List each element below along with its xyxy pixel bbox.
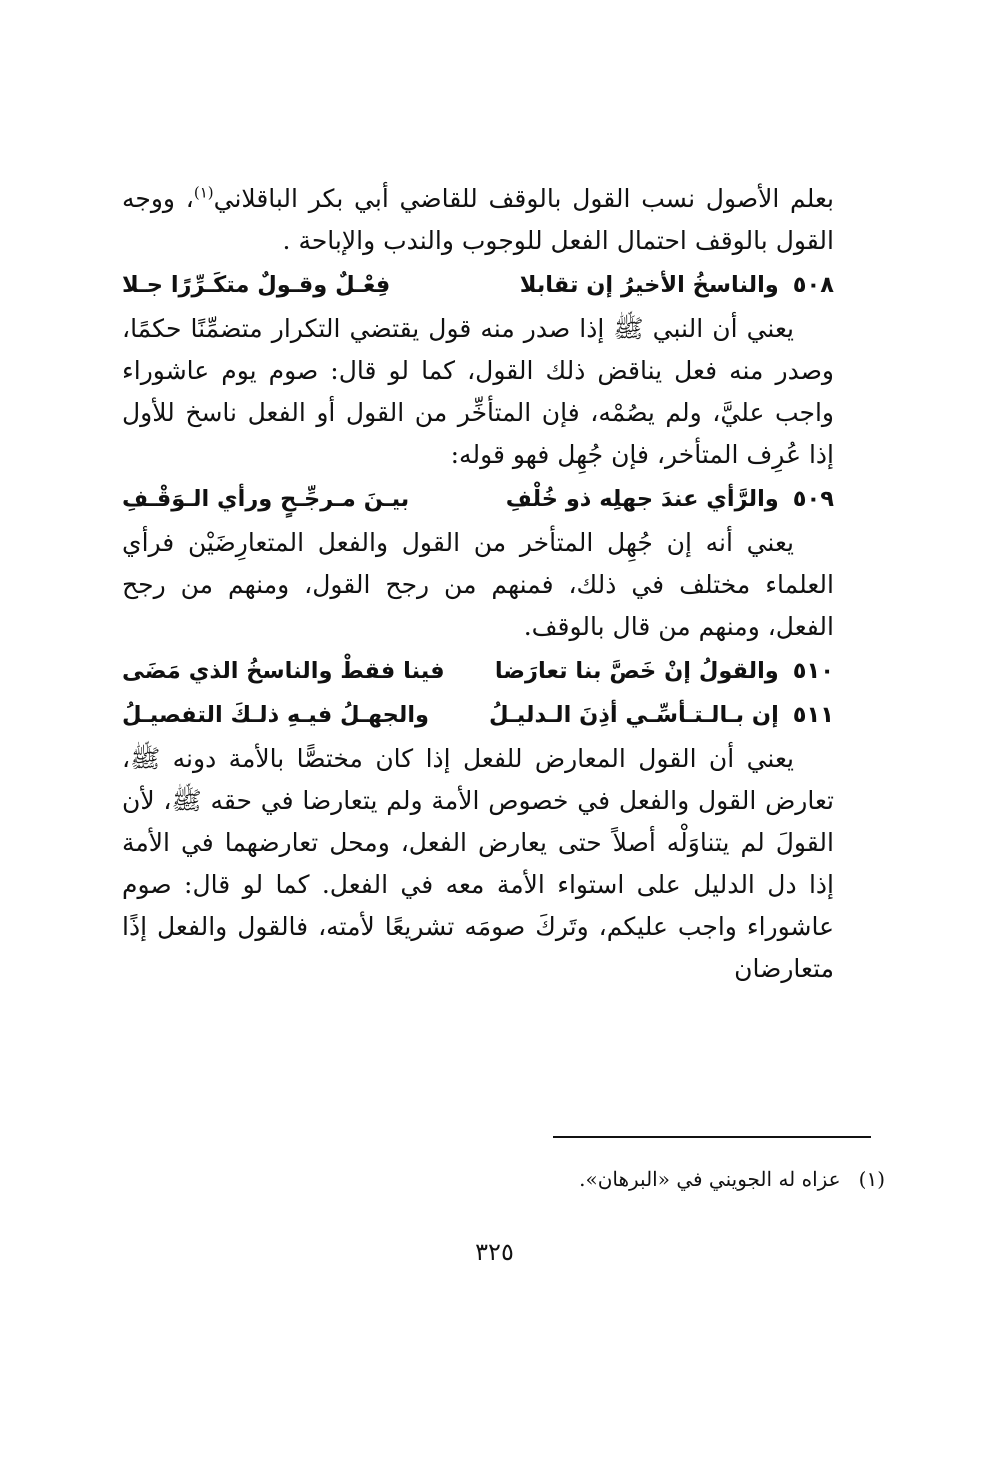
verse-511-first-hemistich [489,694,834,736]
paragraph-1 [122,178,834,262]
verse-511-number: ٥١١ [792,702,834,728]
verse-509 [122,478,834,520]
verse-508-first-text: والناسخُ الأخيرُ إن تقابلا [519,272,779,298]
verse-508 [122,264,834,306]
footnote [285,1164,885,1194]
verse-509-first-hemistich [506,478,834,520]
verse-511-first-text: إن بـالـتـأسِّـي أذِنَ الـدليـلُ [489,702,779,728]
verse-510-number: ٥١٠ [792,658,834,684]
verse-511-second-hemistich: والجهـلُ فيـهِ ذلـكَ التفصيـلُ [122,702,430,728]
verse-509-second-hemistich: بيـنَ مـرجِّـحٍ ورأي الـوَقْـفِ [122,486,410,512]
page-body [122,178,834,990]
footnote-marker: (١) [858,1167,885,1191]
paragraph-1-continuation: ، ووجه القول بالوقف احتمال الفعل للوجوب والندب والإباحة . [122,184,834,255]
page-number: ٣٢٥ [475,1238,514,1266]
verse-508-second-hemistich: فِعْـلٌ وقـولٌ متكَـرِّرًا جـلا [122,272,391,298]
paragraph-3: يعني أنه إن جُهِل المتأخر من القول والفعل المتعارِضَيْن فرأي العلماء مختلف في ذلك، فمنهم من رجح القول، ومنهم من رجح الفعل، ومنهم من قال بالوقف. [122,528,834,641]
verse-510-first-text: والقولُ إنْ خَصَّ بنا تعارَضا [494,658,779,684]
verse-510 [122,650,834,692]
verse-508-first-hemistich [520,264,834,306]
footnote-divider [553,1136,871,1138]
verse-509-number: ٥٠٩ [792,486,834,512]
verse-509-first-text: والرَّأي عندَ جهلِه ذو خُلْفِ [505,486,779,512]
paragraph-1-text: بعلم الأصول نسب القول بالوقف للقاضي أبي بكر الباقلاني [213,184,834,213]
verse-510-second-hemistich: فينا فقطْ والناسخُ الذي مَضَى [122,658,445,684]
verse-508-number: ٥٠٨ [792,272,834,298]
paragraph-2: يعني أن النبي ﷺ إذا صدر منه قول يقتضي التكرار متضمِّنًا حكمًا، وصدر منه فعل يناقض ذلك القول، كما لو قال: صوم يوم عاشوراء واجب عليَّ، ولم يصُمْه، فإن المتأخِّر من القول أو الفعل ناسخ للأول إذا عُرِف المتأخر، فإن جُهِل فهو قوله: [122,314,834,469]
verse-510-first-hemistich [495,650,834,692]
verse-511 [122,694,834,736]
paragraph-4: يعني أن القول المعارض للفعل إذا كان مختصًّا بالأمة دونه ﷺ، تعارض القول والفعل في خصوص الأمة ولم يتعارضا في حقه ﷺ، لأن القولَ لم يتناوَلْه أصلاً حتى يعارض الفعل، ومحل تعارضهما في الأمة إذا دل الدليل على استواء الأمة معه في الفعل. كما لو قال: صوم عاشوراء واجب عليكم، وتَركَ صومَه تشريعًا لأمته، فالقول والفعل إذًا متعارضان [122,744,834,983]
footnote-text: عزاه له الجويني في «البرهان». [579,1167,841,1191]
footnote-reference[interactable]: (١) [193,183,214,202]
